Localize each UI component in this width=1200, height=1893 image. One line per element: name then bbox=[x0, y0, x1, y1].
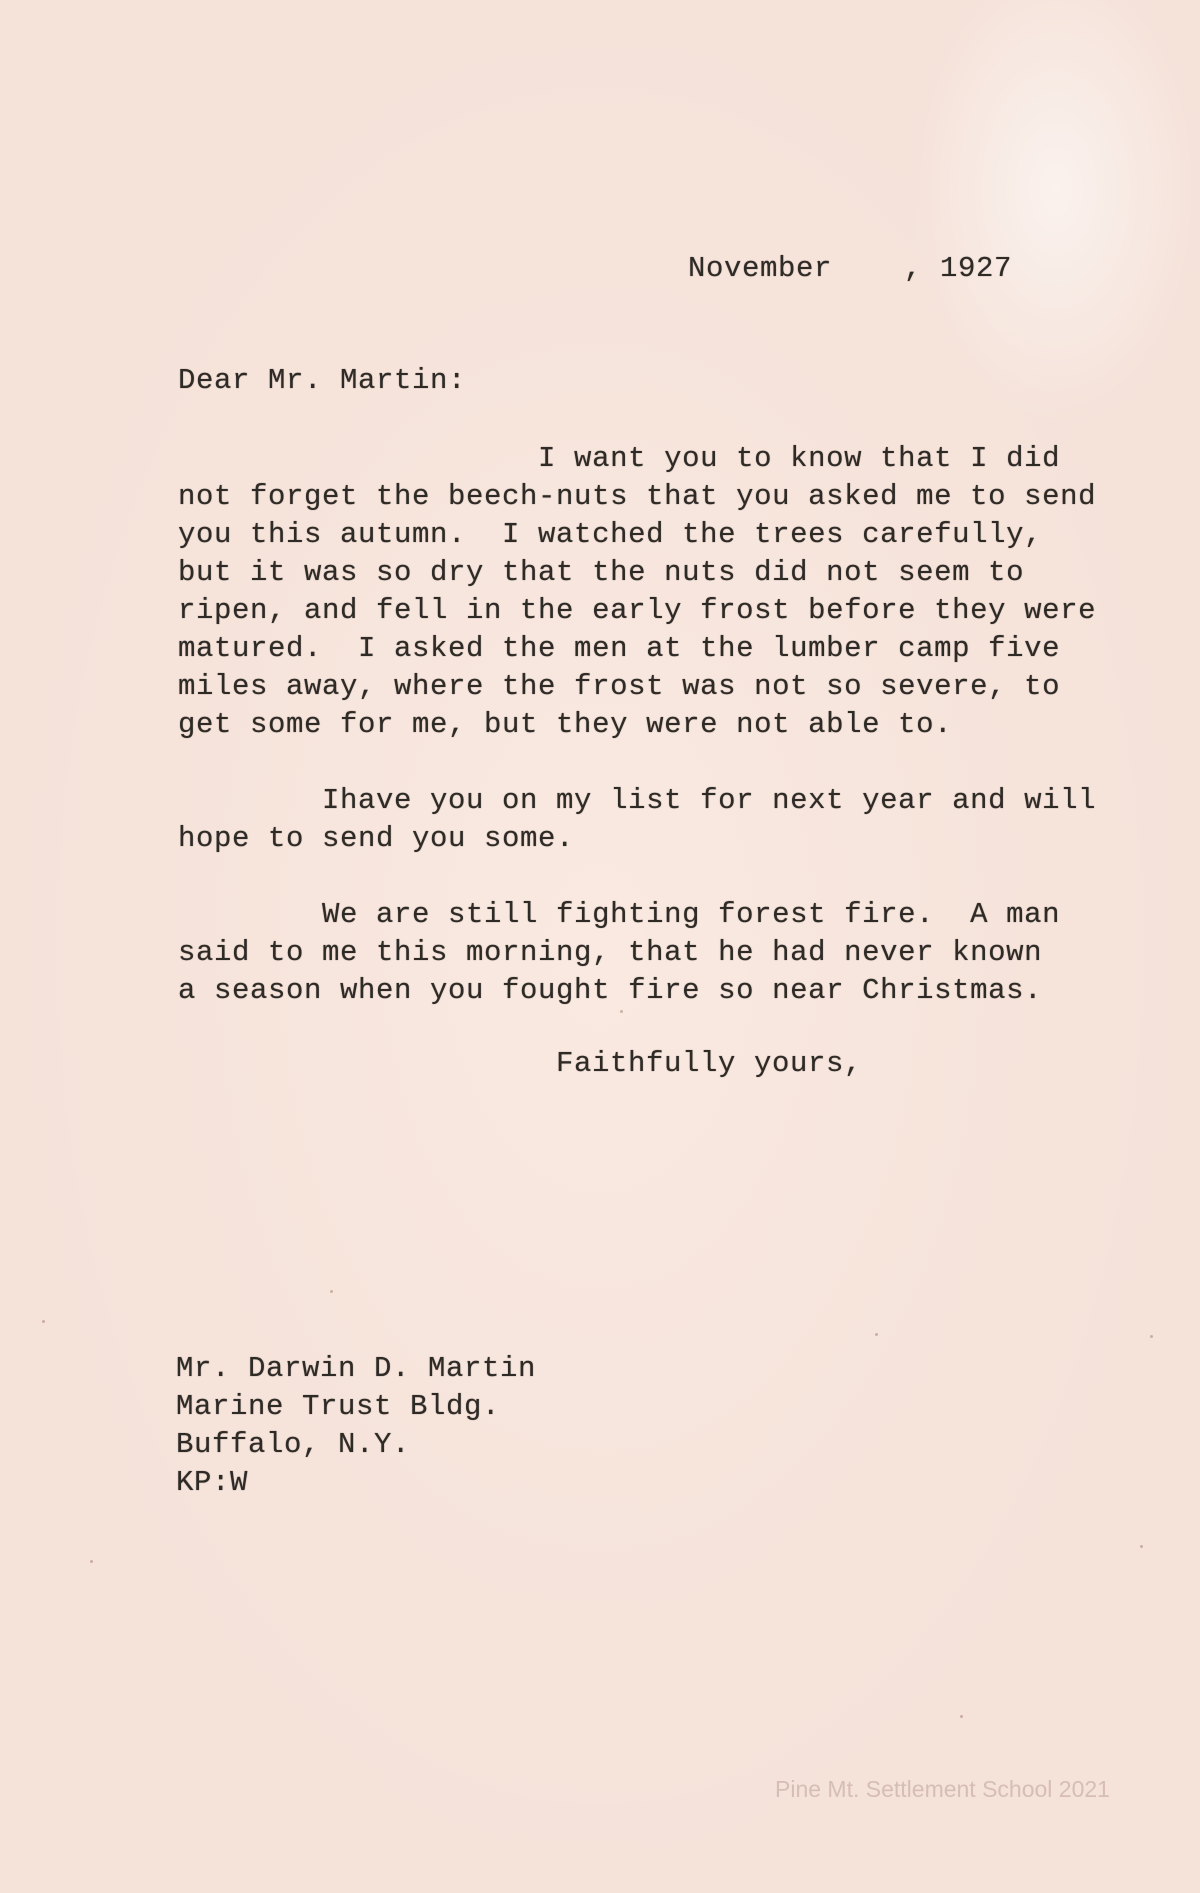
letter-date: November , 1927 bbox=[688, 252, 1013, 285]
paper-speck bbox=[330, 1290, 333, 1293]
body-line: miles away, where the frost was not so severe, to bbox=[178, 670, 1061, 703]
address-line: Buffalo, N.Y. bbox=[176, 1428, 411, 1461]
watermark: Pine Mt. Settlement School 2021 bbox=[775, 1776, 1110, 1802]
body-line: a season when you fought fire so near Christmas. bbox=[178, 974, 1043, 1007]
paper-speck bbox=[90, 1560, 93, 1563]
body-line: Ihave you on my list for next year and will bbox=[178, 784, 1097, 817]
body-line: hope to send you some. bbox=[178, 822, 575, 855]
body-line: but it was so dry that the nuts did not seem to bbox=[178, 556, 1025, 589]
paper-speck bbox=[620, 1010, 623, 1013]
body-line: ripen, and fell in the early frost before they were bbox=[178, 594, 1097, 627]
address-line: Marine Trust Bldg. bbox=[176, 1390, 501, 1423]
letter-closing: Faithfully yours, bbox=[556, 1047, 863, 1080]
body-line: said to me this morning, that he had never known bbox=[178, 936, 1043, 969]
body-line: get some for me, but they were not able to. bbox=[178, 708, 953, 741]
body-line: I want you to know that I did bbox=[178, 442, 1061, 475]
address-line: Mr. Darwin D. Martin bbox=[176, 1352, 537, 1385]
body-line: We are still fighting forest fire. A man bbox=[178, 898, 1061, 931]
paper-speck bbox=[875, 1333, 878, 1336]
typist-initials: KP:W bbox=[176, 1466, 249, 1499]
paper-speck bbox=[960, 1715, 963, 1718]
body-line: not forget the beech-nuts that you asked me to send bbox=[178, 480, 1097, 513]
letter-salutation: Dear Mr. Martin: bbox=[178, 364, 467, 397]
body-line: matured. I asked the men at the lumber camp five bbox=[178, 632, 1061, 665]
paper-speck bbox=[1140, 1545, 1143, 1548]
paper-speck bbox=[42, 1320, 45, 1323]
paper-speck bbox=[1150, 1335, 1153, 1338]
body-line: you this autumn. I watched the trees carefully, bbox=[178, 518, 1043, 551]
